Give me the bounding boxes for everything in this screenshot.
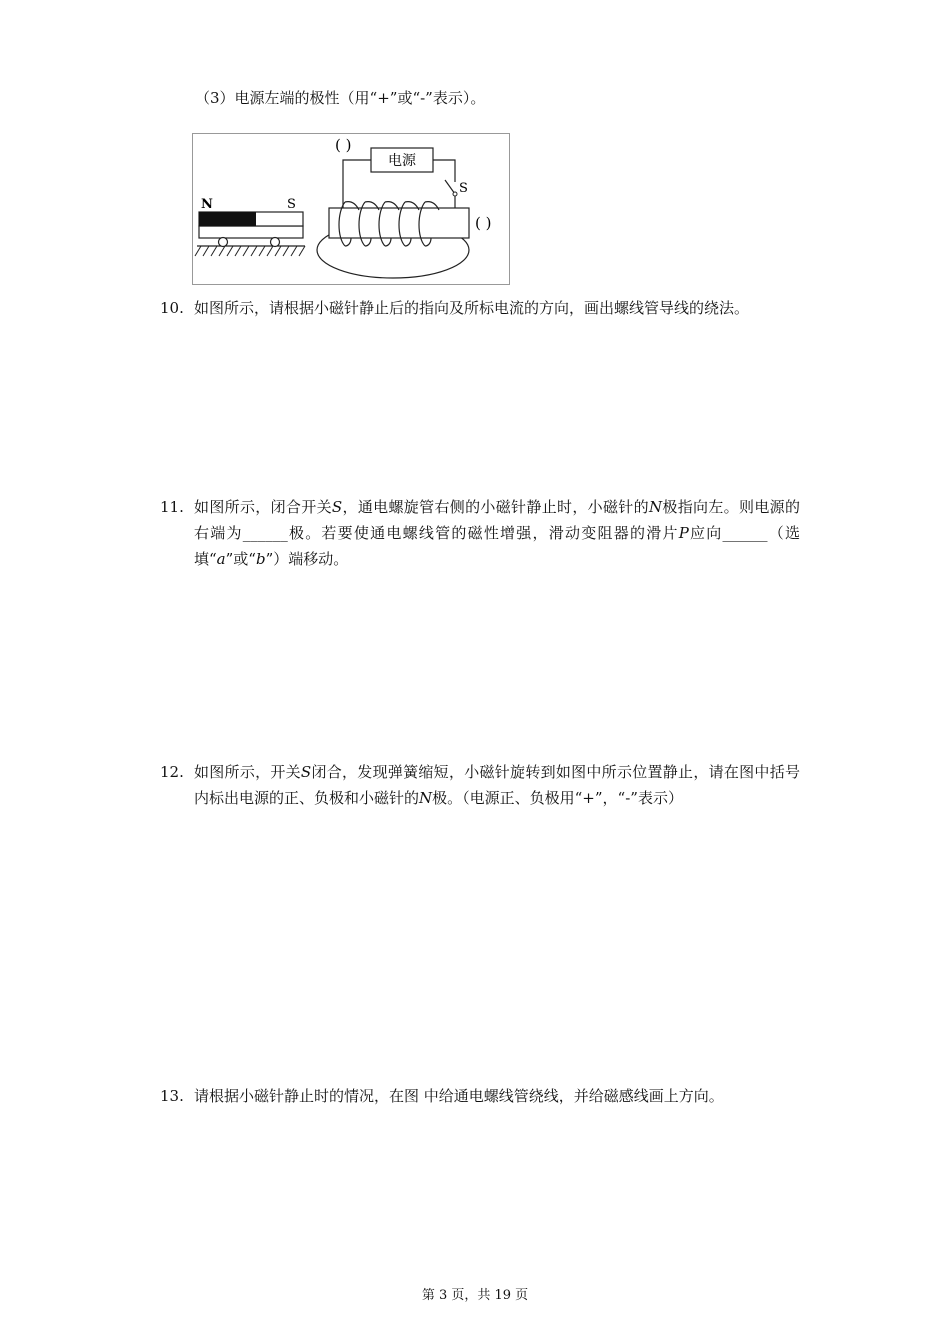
question-text: 如图所示，请根据小磁针静止后的指向及所标电流的方向，画出螺线管导线的绕法。 bbox=[194, 299, 750, 317]
right-bracket-label: ( ) bbox=[475, 214, 492, 232]
question-12 bbox=[160, 759, 800, 811]
question-number: 11. bbox=[160, 498, 184, 516]
question-11 bbox=[160, 494, 800, 572]
power-supply-label: 电源 bbox=[388, 153, 416, 169]
question-text: 请根据小磁针静止时的情况，在图 中给通电螺线管绕线，并给磁感线画上方向。 bbox=[194, 1087, 724, 1105]
question-text: 如图所示，闭合开关S，通电螺旋管右侧的小磁针静止时，小磁针的N极指向左。则电源的右端为______极。若要使通电螺线管的磁性增强，滑动变阻器的滑片P应向______（选填“a”或“b”）端移动。 bbox=[194, 498, 800, 568]
question-number: 13. bbox=[160, 1087, 184, 1105]
top-bracket-label: ( ) bbox=[335, 136, 352, 154]
circuit-figure-svg bbox=[193, 134, 509, 284]
question-number: 12. bbox=[160, 763, 184, 781]
question-13 bbox=[160, 1083, 800, 1109]
page-footer: 第 3 页，共 19 页 bbox=[421, 1288, 529, 1303]
figure-circuit-diagram bbox=[192, 133, 510, 285]
question-text: 如图所示，开关S闭合，发现弹簧缩短，小磁针旋转到如图中所示位置静止，请在图中括号内标出电源的正、负极和小磁针的N极。（电源正、负极用“+”，“-”表示） bbox=[194, 763, 800, 807]
sub-question-3: （3）电源左端的极性（用“+”或“-”表示）。 bbox=[195, 89, 486, 107]
magnet-S-label: S bbox=[287, 197, 296, 212]
question-number: 10. bbox=[160, 299, 184, 317]
magnet-N-label: N bbox=[201, 197, 213, 212]
question-10 bbox=[160, 295, 800, 321]
switch-label: S bbox=[459, 181, 468, 196]
